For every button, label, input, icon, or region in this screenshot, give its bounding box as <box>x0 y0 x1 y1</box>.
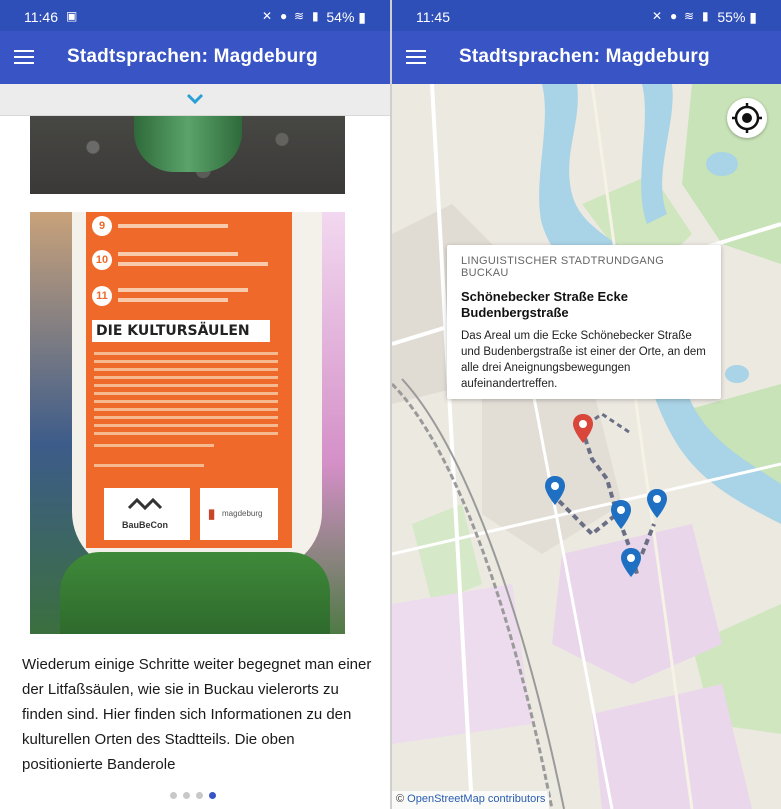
logo-baubecon: BauBeCon <box>104 488 190 540</box>
poster <box>86 212 292 548</box>
article-text: Wiederum einige Schritte weiter begegnet man einer der Litfaßsäulen, wie sie in Buckau vielerorts zu finden sind. Hier finden sich Informationen zu den kulturellen Orten des Stadtteils. Die oben positionierte Banderole <box>22 656 372 773</box>
menu-icon[interactable] <box>14 46 36 68</box>
logo-magdeburg: ▮ magdeburg <box>200 488 278 540</box>
menu-icon[interactable] <box>406 46 428 68</box>
map-marker[interactable] <box>646 489 668 519</box>
chevron-down-icon <box>186 93 204 105</box>
status-time: 11:46 <box>24 9 58 25</box>
map-pin-icon <box>544 476 566 506</box>
map-marker[interactable] <box>620 548 642 578</box>
popup-description: Das Areal um die Ecke Schönebecker Straße und Budenbergstraße ist einer der Orte, an dem alle drei Aneignungsbewegungen aufeinandertreffen. <box>461 330 706 390</box>
app-title: Stadtsprachen: Magdeburg <box>67 46 318 67</box>
right-screen <box>392 0 781 809</box>
pagination-dots[interactable] <box>170 786 222 804</box>
page-dot[interactable] <box>183 792 190 799</box>
baubecon-logo-icon <box>127 496 167 512</box>
map-view[interactable] <box>392 84 781 809</box>
battery-level: 54% ▮ <box>326 9 366 25</box>
wifi-icon: ≋ <box>684 9 695 23</box>
map-marker[interactable] <box>544 476 566 506</box>
left-screen <box>0 0 390 809</box>
map-pin-icon <box>646 489 668 519</box>
map-popup[interactable] <box>447 245 721 399</box>
signal-icon: ▮ <box>312 9 319 23</box>
map-pin-icon <box>620 548 642 578</box>
osm-attribution-link[interactable]: OpenStreetMap contributors <box>407 793 546 805</box>
poster-number: 9 <box>92 216 112 236</box>
page-dot[interactable] <box>196 792 203 799</box>
photo-post <box>134 116 242 172</box>
app-title: Stadtsprachen: Magdeburg <box>459 46 710 67</box>
photo-cobblestone <box>30 116 345 194</box>
poster-headline: DIE KULTURSÄULEN <box>92 320 270 342</box>
map-pin-icon <box>610 500 632 530</box>
location-icon: ● <box>670 9 678 23</box>
app-bar <box>0 31 390 84</box>
status-bar <box>0 0 390 31</box>
collapse-toggle[interactable] <box>0 84 390 116</box>
mute-icon: ✕ <box>652 9 663 23</box>
popup-title: Schönebecker Straße Ecke Budenbergstraße <box>461 289 628 320</box>
map-pin-icon <box>572 414 594 444</box>
status-bar <box>392 0 781 31</box>
popup-kicker: LINGUISTISCHER STADTRUNDGANG BUCKAU <box>461 255 665 279</box>
page-dot-active[interactable] <box>209 792 216 799</box>
status-time: 11:45 <box>416 9 450 25</box>
crosshair-icon <box>727 98 767 138</box>
poster-number: 10 <box>92 250 112 270</box>
signal-icon: ▮ <box>702 9 709 23</box>
wifi-icon: ≋ <box>294 9 305 23</box>
battery-level: 55% ▮ <box>717 9 757 25</box>
photo-litfasssaeule <box>30 212 345 634</box>
poster-number: 11 <box>92 286 112 306</box>
location-icon: ● <box>280 9 288 23</box>
map-canvas <box>392 84 781 809</box>
mute-icon: ✕ <box>262 9 273 23</box>
gallery-notification-icon: ▣ <box>66 9 78 23</box>
locate-button[interactable] <box>727 98 767 138</box>
page-dot[interactable] <box>170 792 177 799</box>
map-marker[interactable] <box>610 500 632 530</box>
map-attribution: © OpenStreetMap contributors <box>392 791 549 809</box>
app-bar <box>392 31 781 84</box>
map-marker-active[interactable] <box>572 414 594 444</box>
